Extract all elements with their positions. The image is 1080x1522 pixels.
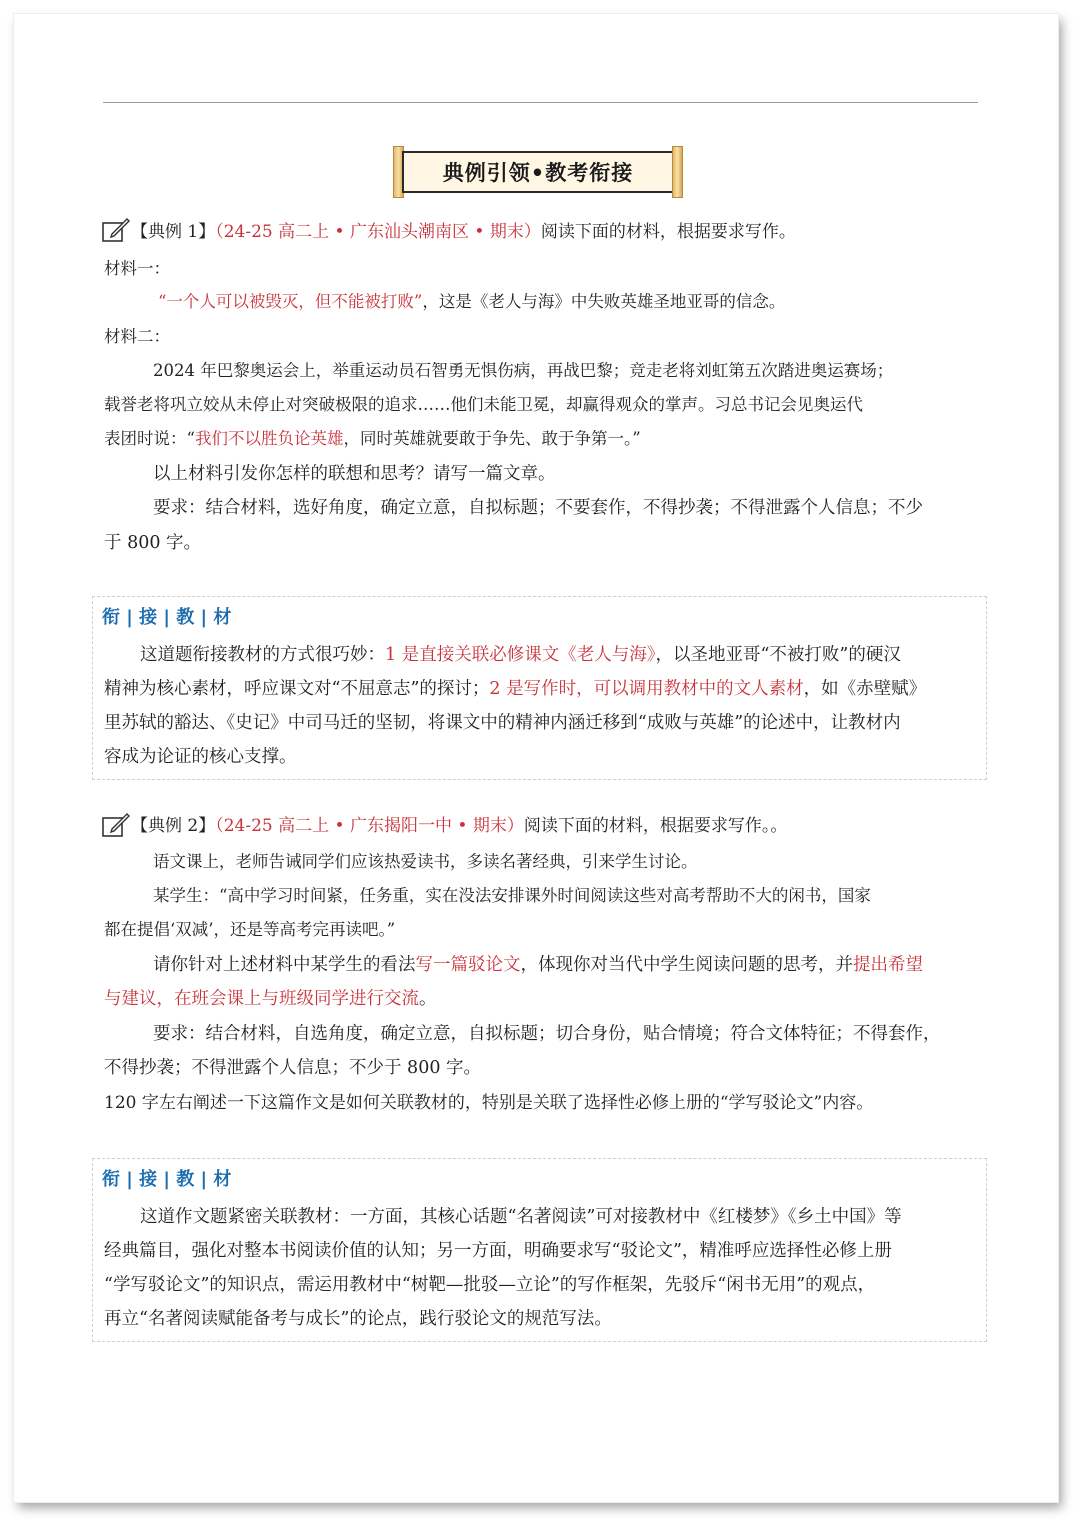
material2-line (104, 429, 641, 449)
highlight-span: 1 是直接关联必修课文《老人与海》 (385, 645, 656, 665)
text-span: ，如《赤壁赋》 (803, 679, 927, 699)
example1-header (131, 222, 796, 242)
example2-requirement: 要求：结合材料，自选角度，确定立意，自拟标题；切合身份，贴合情境；符合文体特征；不得套作， (153, 1024, 941, 1044)
section2-line: “学写驳论文”的知识点，需运用教材中“树靶—批驳—立论”的写作框架，先驳斥“闲书无用”的观点， (104, 1275, 876, 1295)
material1-quote: “一个人可以被毁灭，但不能被打败” (158, 292, 423, 311)
textbook-link-title: 衔 | 接 | 教 | 材 (102, 1169, 232, 1190)
pencil-note-icon (102, 812, 130, 838)
highlight-span: 写一篇驳论文 (415, 955, 521, 975)
section1-line: 里苏轼的豁达、《史记》中司马迁的坚韧，将课文中的精神内涵迁移到“成败与英雄”的论述中，让教材内 (104, 713, 901, 733)
section1-line: 容成为论证的核心支撑。 (104, 747, 297, 767)
example2-paragraph (104, 989, 437, 1009)
example2-paragraph: 都在提倡‘双减’，还是等高考完再读吧。” (104, 920, 396, 939)
section1-line (104, 679, 926, 699)
example2-paragraph (153, 955, 923, 975)
text-span: 。 (419, 989, 437, 1009)
material1-text (158, 292, 785, 312)
example2-tag: 【典例 2】 (131, 816, 216, 836)
text-span: ，体现你对当代中学生阅读问题的思考，并 (520, 955, 853, 975)
banner-title: 典例引领•教考衔接 (402, 151, 674, 193)
section-banner (393, 144, 683, 198)
example2-instruction: 阅读下面的材料，根据要求写作。。 (523, 816, 788, 836)
text-span: ，以圣地亚哥“不被打败”的硬汉 (655, 645, 901, 665)
example2-source: （24-25 高二上 • 广东揭阳一中 • 期末） (215, 816, 524, 836)
example2-paragraph: 语文课上，老师告诫同学们应该热爱读书，多读名著经典，引来学生讨论。 (153, 852, 698, 871)
textbook-link-title: 衔 | 接 | 教 | 材 (102, 607, 232, 628)
example2-task: 120 字左右阐述一下这篇作文是如何关联教材的，特别是关联了选择性必修上册的“学写驳论文”内容。 (104, 1093, 874, 1113)
section2-line: 再立“名著阅读赋能备考与成长”的论点，践行驳论文的规范写法。 (104, 1309, 612, 1329)
material2-label: 材料二： (104, 327, 170, 346)
highlight-span: 提出希望 (853, 955, 923, 975)
highlight-span: 我们不以胜负论英雄 (194, 429, 344, 448)
example1-requirement: 要求：结合材料，选好角度，确定立意，自拟标题；不要套作，不得抄袭；不得泄露个人信息；不少 (153, 498, 923, 518)
example2-paragraph: 某学生：“高中学习时间紧，任务重，实在没法安排课外时间阅读这些对高考帮助不大的闲书，国家 (153, 886, 871, 905)
banner-scroll-right (672, 146, 683, 198)
section2-line: 这道作文题紧密关联教材：一方面，其核心话题“名著阅读”可对接教材中《红楼梦》《乡土中国》等 (140, 1207, 902, 1227)
example1-requirement: 于 800 字。 (104, 533, 202, 553)
material1-rest: ，这是《老人与海》中失败英雄圣地亚哥的信念。 (422, 292, 786, 311)
example1-instruction: 阅读下面的材料，根据要求写作。 (540, 222, 796, 242)
material1-label: 材料一： (104, 259, 170, 278)
material2-line: 载誉老将巩立姣从未停止对突破极限的追求……他们未能卫冕，却赢得观众的掌声。习总书记会见奥运代 (104, 395, 863, 414)
highlight-span: 2 是写作时，可以调用教材中的文人素材 (489, 679, 804, 699)
text-span: ，同时英雄就要敢于争先、敢于争第一。” (343, 429, 641, 448)
pencil-note-icon (102, 217, 130, 243)
example2-header (131, 816, 787, 836)
text-span: 精神为核心素材，呼应课文对“不屈意志”的探讨； (104, 679, 490, 699)
header-rule (103, 102, 978, 103)
example1-prompt: 以上材料引发你怎样的联想和思考？请写一篇文章。 (153, 464, 556, 484)
text-span: 表团时说：“ (104, 429, 195, 448)
example1-tag: 【典例 1】 (131, 222, 216, 242)
text-span: 这道题衔接教材的方式很巧妙： (140, 645, 385, 665)
example2-requirement: 不得抄袭；不得泄露个人信息；不少于 800 字。 (104, 1058, 482, 1078)
section2-line: 经典篇目，强化对整本书阅读价值的认知；另一方面，明确要求写“驳论文”，精准呼应选择性必修上册 (104, 1241, 892, 1261)
material2-line: 2024 年巴黎奥运会上，举重运动员石智勇无惧伤病，再战巴黎；竞走老将刘虹第五次踏进奥运赛场； (153, 361, 894, 380)
section1-line (140, 645, 901, 665)
example1-source: （24-25 高二上 • 广东汕头潮南区 • 期末） (215, 222, 541, 242)
highlight-span: 与建议，在班会课上与班级同学进行交流 (104, 989, 419, 1009)
text-span: 请你针对上述材料中某学生的看法 (153, 955, 416, 975)
